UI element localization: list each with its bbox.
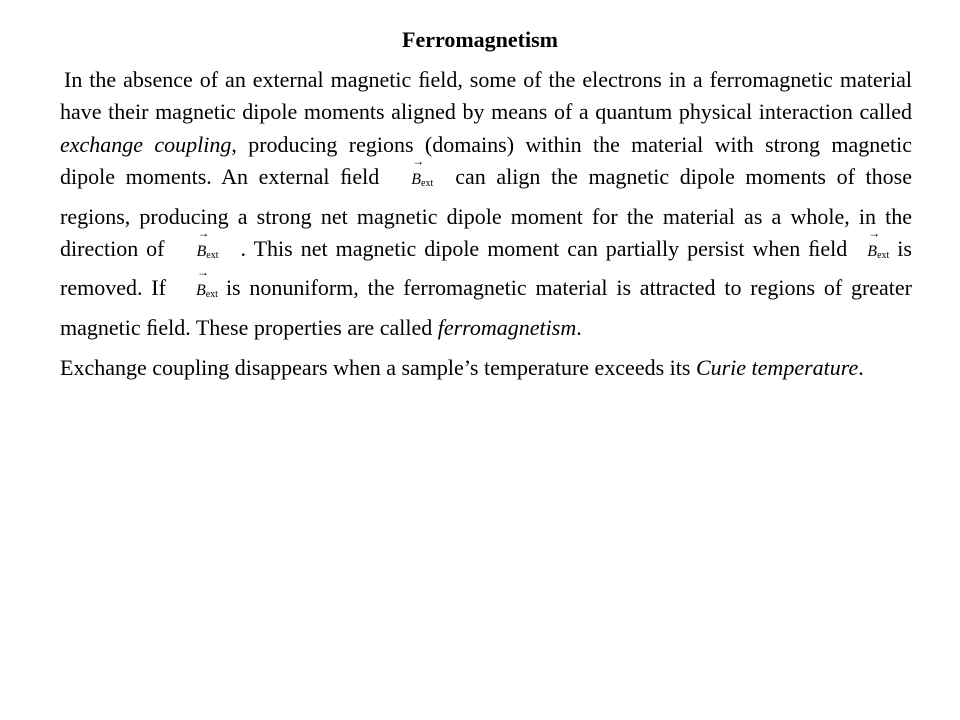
symbol-letter: B (411, 171, 422, 189)
paragraph-curie (60, 352, 912, 384)
page-title: Ferromagnetism (402, 27, 558, 52)
symbol-letter: B (196, 243, 207, 261)
symbol-subscript: ext (206, 250, 219, 262)
vector-arrow-icon: → (196, 265, 209, 280)
symbol-letter: B (867, 243, 878, 261)
vector-arrow-icon: → (197, 226, 210, 241)
symbol-subscript: ext (421, 178, 434, 190)
term-exchange-coupling: exchange coupling (60, 131, 232, 157)
vector-arrow-icon: → (412, 154, 425, 169)
vector-arrow-icon: → (868, 226, 881, 241)
symbol-subscript: ext (205, 289, 218, 301)
text-segment: can align the magnetic dipole moments of those regions, producing a strong net magnetic dipole moment for the material as a whole, in the direction of (60, 164, 912, 262)
b-ext-symbol (188, 265, 218, 311)
text-segment: is nonuniform, the ferromagnetic material is attracted to regions of greater magnetic ﬁeld. These properties are called (60, 275, 913, 340)
symbol-subscript: ext (877, 250, 890, 262)
b-ext-symbol (403, 154, 434, 200)
text-segment: Exchange coupling disappears when a sample’s temperature exceeds its (60, 355, 696, 381)
text-segment: . (858, 355, 864, 381)
term-curie-temperature: Curie temperature (695, 355, 859, 381)
term-ferromagnetism: ferromagnetism (437, 314, 577, 340)
b-ext-symbol (859, 226, 890, 272)
body-text (60, 64, 912, 385)
text-segment: In the absence of an external magnetic ﬁeld, some of the electrons in a ferromagnetic material have their magnetic dipole moments aligned by means of a quantum physical interaction called (60, 67, 912, 125)
symbol-letter: B (195, 282, 206, 300)
text-segment: . This net magnetic dipole moment can partially persist when ﬁeld (240, 236, 848, 262)
text-segment: . (576, 314, 582, 340)
paragraph-ferromagnetism (60, 64, 912, 344)
text-segment: is removed. If (60, 236, 912, 301)
text-segment: , producing regions (domains) within the material with strong magnetic dipole moments. An external ﬁeld (60, 131, 912, 190)
